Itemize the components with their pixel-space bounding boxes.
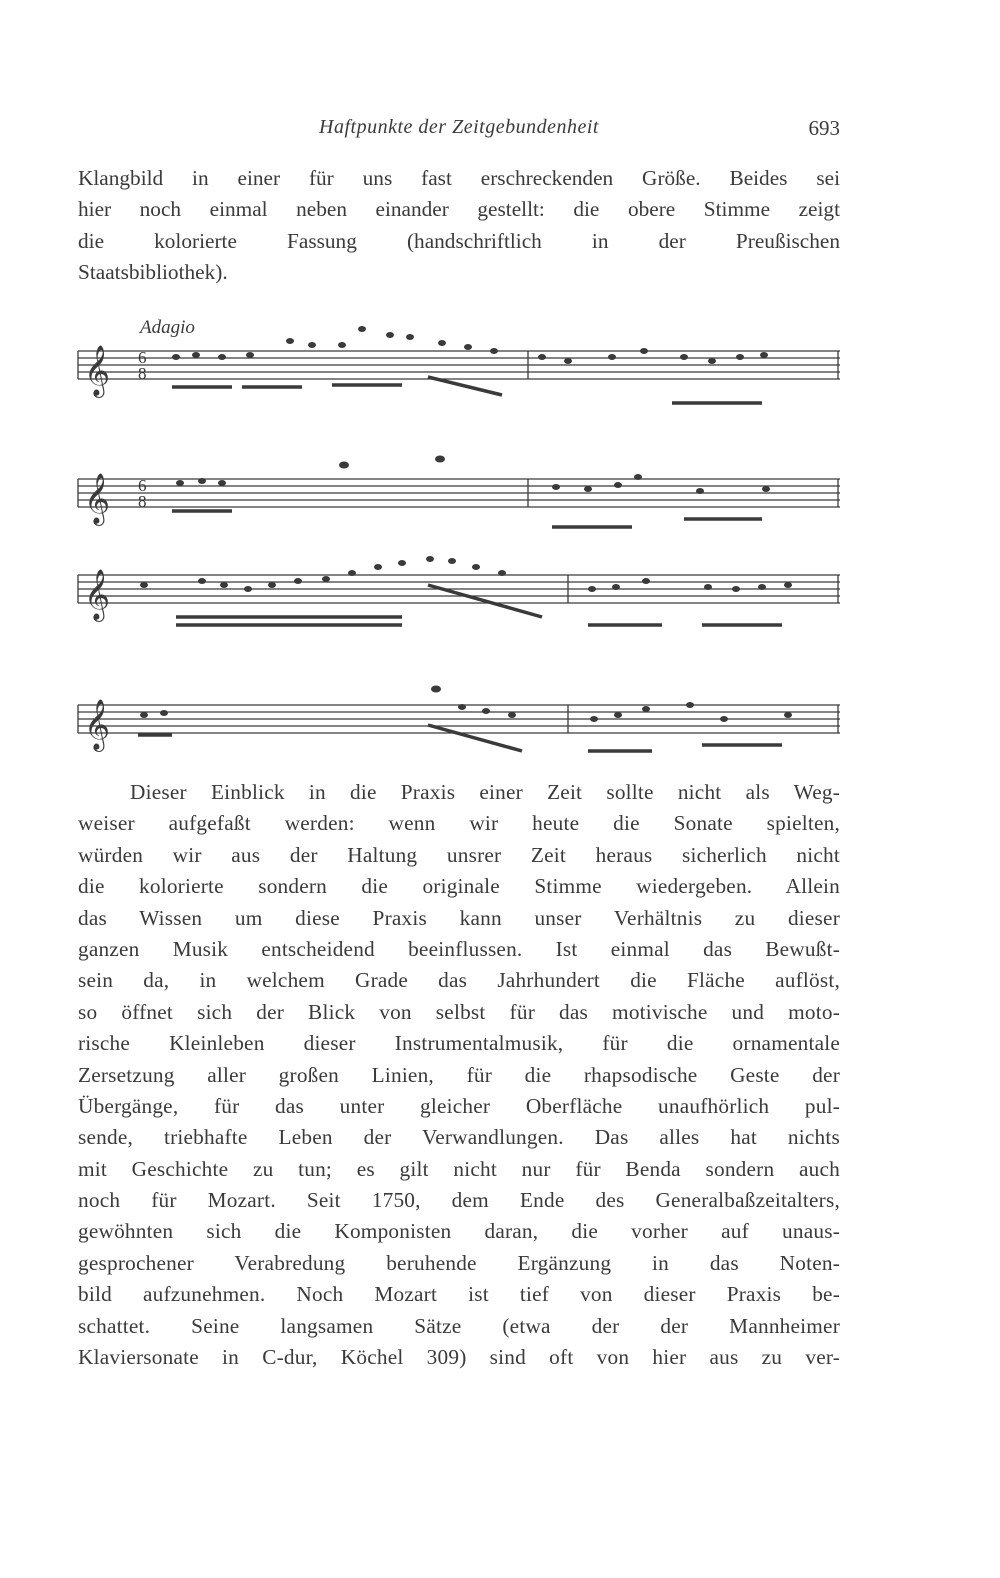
clef-2: 𝄞 bbox=[84, 473, 111, 524]
text-line: gesprochener Verabredung beruhende Ergänzung in das Noten- bbox=[78, 1250, 840, 1275]
staff-system-3 bbox=[78, 575, 840, 625]
notes-system-2 bbox=[176, 456, 770, 495]
text-line: Dieser Einblick in die Praxis einer Zeit sollte nicht als Weg- bbox=[130, 780, 840, 804]
text-line: so öffnet sich der Blick von selbst für das motivische und moto- bbox=[78, 999, 840, 1024]
text-line: noch für Mozart. Seit 1750, dem Ende des Generalbaßzeitalters, bbox=[78, 1188, 840, 1213]
notes-system-3 bbox=[140, 556, 792, 592]
text-line: würden wir aus der Haltung unsrer Zeit heraus sicherlich nicht bbox=[78, 842, 840, 867]
text-line: mit Geschichte zu tun; es gilt nicht nur für Benda sondern auch bbox=[78, 1156, 840, 1181]
text-line: rische Kleinleben dieser Instrumentalmusik, für die ornamentale bbox=[78, 1031, 840, 1056]
text-line: Staatsbibliothek). bbox=[78, 260, 228, 285]
time-sig-bottom-1: 8 bbox=[138, 364, 147, 383]
text-line: die kolorierte sondern die originale Stimme wiedergeben. Allein bbox=[78, 874, 840, 899]
time-sig-bottom-2: 8 bbox=[138, 492, 147, 511]
text-line: weiser aufgefaßt werden: wenn wir heute die Sonate spielten, bbox=[78, 811, 840, 836]
text-line: ganzen Musik entscheidend beeinflussen. Ist einmal das Bewußt- bbox=[78, 936, 840, 961]
text-line: bild aufzunehmen. Noch Mozart ist tief von dieser Praxis be- bbox=[78, 1282, 840, 1307]
svg-text:𝄞: 𝄞 bbox=[84, 345, 111, 396]
time-sig-top-2: 6 bbox=[138, 476, 147, 495]
paragraph-intro bbox=[78, 163, 840, 289]
paragraph-main bbox=[78, 777, 840, 1373]
text-line: das Wissen um diese Praxis kann unser Verhältnis zu dieser bbox=[78, 905, 840, 930]
text-line: gewöhnten sich die Komponisten daran, die vorher auf unaus- bbox=[78, 1219, 840, 1244]
staff-system-1 bbox=[78, 351, 840, 403]
clef-4: 𝄞 bbox=[84, 699, 111, 750]
music-example bbox=[72, 305, 844, 765]
time-sig-top-1: 6 bbox=[138, 348, 147, 367]
text-line: Klangbild in einer für uns fast erschreckenden Größe. Beides sei bbox=[78, 166, 840, 190]
running-head bbox=[78, 116, 840, 146]
notes-system-4 bbox=[140, 686, 792, 723]
page-number: 693 bbox=[808, 116, 840, 140]
staff-system-4 bbox=[78, 705, 840, 751]
text-line: Klaviersonate in C-dur, Köchel 309) sind oft von hier aus zu ver- bbox=[78, 1345, 840, 1370]
text-line: sende, triebhafte Leben der Verwandlungen. Das alles hat nichts bbox=[78, 1125, 840, 1150]
tempo-marking: Adagio bbox=[140, 317, 195, 338]
text-line: hier noch einmal neben einander gestellt: die obere Stimme zeigt bbox=[78, 197, 840, 222]
text-line: die kolorierte Fassung (handschriftlich in der Preußischen bbox=[78, 228, 840, 253]
text-line: sein da, in welchem Grade das Jahrhundert die Fläche auflöst, bbox=[78, 968, 840, 993]
text-line: Übergänge, für das unter gleicher Oberfläche unaufhörlich pul- bbox=[78, 1093, 840, 1118]
text-line: schattet. Seine langsamen Sätze (etwa der der Mannheimer bbox=[78, 1313, 840, 1338]
staff-system-2 bbox=[78, 479, 840, 527]
running-head-title: Haftpunkte der Zeitgebundenheit bbox=[319, 116, 599, 138]
text-line: Zersetzung aller großen Linien, für die rhapsodische Geste der bbox=[78, 1062, 840, 1087]
clef-1 bbox=[84, 345, 110, 398]
clef-3: 𝄞 bbox=[84, 569, 111, 620]
